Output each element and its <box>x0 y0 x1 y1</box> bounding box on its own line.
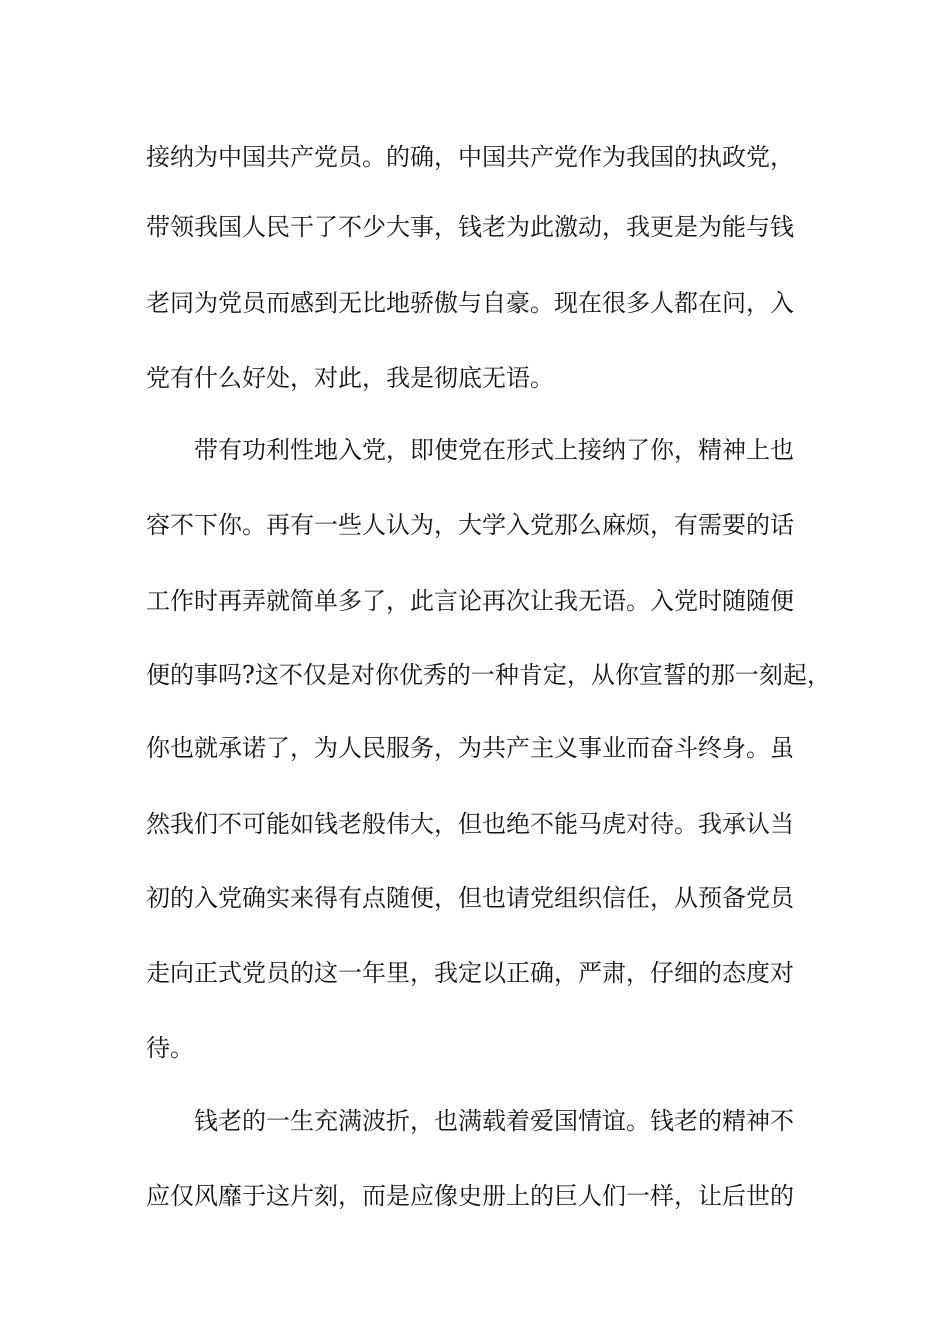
text-line: 你也就承诺了，为人民服务，为共产主义事业而奋斗终身。虽 <box>146 734 794 762</box>
text-line: 带领我国人民干了不少大事，钱老为此激动，我更是为能与钱 <box>146 213 794 241</box>
text-line: 便的事吗?这不仅是对你优秀的一种肯定，从你宣誓的那一刻起， <box>146 661 831 689</box>
text-line: 工作时再弄就简单多了，此言论再次让我无语。入党时随随便 <box>146 587 794 615</box>
text-line: 走向正式党员的这一年里，我定以正确，严肃，仔细的态度对 <box>146 959 794 987</box>
text-line: 待。 <box>146 1034 194 1062</box>
text-line: 接纳为中国共产党员。的确，中国共产党作为我国的执政党， <box>146 143 794 171</box>
paragraph-start-line: 带有功利性地入党，即使党在形式上接纳了你，精神上也 <box>194 436 794 464</box>
paragraph-start-line: 钱老的一生充满波折，也满载着爱国情谊。钱老的精神不 <box>194 1107 794 1135</box>
text-line: 党有什么好处，对此，我是彻底无语。 <box>146 364 554 392</box>
text-line: 然我们不可能如钱老般伟大，但也绝不能马虎对待。我承认当 <box>146 810 794 838</box>
text-line: 容不下你。再有一些人认为，大学入党那么麻烦，有需要的话 <box>146 511 794 539</box>
text-line: 老同为党员而感到无比地骄傲与自豪。现在很多人都在问，入 <box>146 289 794 317</box>
text-line: 应仅风靡于这片刻，而是应像史册上的巨人们一样，让后世的 <box>146 1182 794 1210</box>
text-line: 初的入党确实来得有点随便，但也请党组织信任，从预备党员 <box>146 884 794 912</box>
